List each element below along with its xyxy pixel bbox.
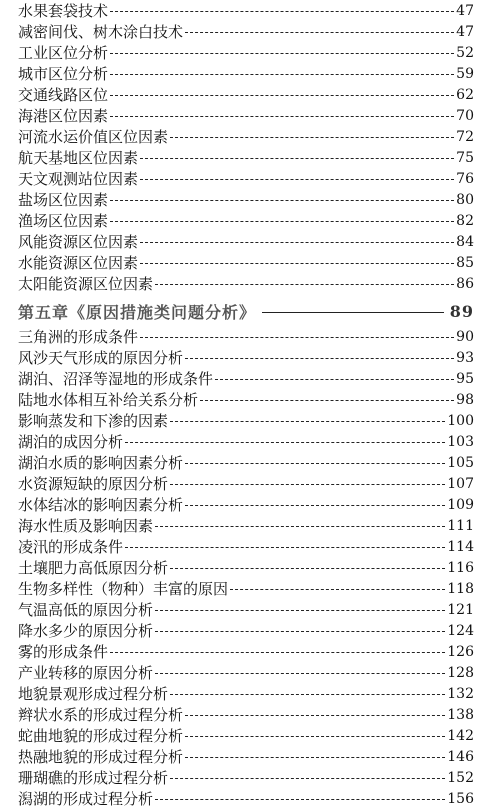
entry-title: 风能资源区位因素 bbox=[18, 233, 139, 251]
dot-leader bbox=[230, 589, 445, 590]
page-number: 109 bbox=[447, 496, 474, 513]
dot-leader bbox=[140, 158, 454, 159]
entry-title: 影响蒸发和下渗的因素 bbox=[18, 412, 169, 430]
dot-leader bbox=[200, 400, 454, 401]
toc-entry bbox=[18, 410, 474, 431]
page-number: 62 bbox=[456, 86, 474, 103]
dot-leader bbox=[185, 757, 445, 758]
toc-entry bbox=[18, 63, 474, 84]
toc-entry bbox=[18, 252, 474, 273]
page-number: 152 bbox=[447, 769, 474, 786]
entry-title: 河流水运价值区位因素 bbox=[18, 128, 169, 146]
dot-leader bbox=[185, 715, 445, 716]
page-number: 111 bbox=[447, 517, 474, 534]
page-number: 146 bbox=[447, 748, 474, 765]
dot-leader bbox=[110, 74, 454, 75]
entry-title: 珊瑚礁的形成过程分析 bbox=[18, 769, 169, 787]
entry-title: 海水性质及影响因素 bbox=[18, 517, 154, 535]
page-number: 121 bbox=[447, 601, 474, 618]
toc-entry bbox=[18, 599, 474, 620]
dot-leader bbox=[155, 610, 445, 611]
toc-entry bbox=[18, 210, 474, 231]
page-number: 138 bbox=[447, 706, 474, 723]
dot-leader bbox=[185, 463, 445, 464]
entry-title: 盐场区位因素 bbox=[18, 191, 109, 209]
page-number: 70 bbox=[456, 107, 474, 124]
toc-entry bbox=[18, 389, 474, 410]
entry-title: 三角洲的形成条件 bbox=[18, 328, 139, 346]
page-number: 105 bbox=[447, 454, 474, 471]
entry-title: 湖泊、沼泽等湿地的形成条件 bbox=[18, 370, 214, 388]
dot-leader bbox=[170, 778, 445, 779]
dot-leader bbox=[185, 32, 454, 33]
page-number: 47 bbox=[456, 2, 474, 19]
entry-title: 海港区位因素 bbox=[18, 107, 109, 125]
toc-entry bbox=[18, 494, 474, 515]
toc-entry bbox=[18, 536, 474, 557]
toc-entry bbox=[18, 578, 474, 599]
toc-entry bbox=[18, 347, 474, 368]
dot-leader bbox=[155, 284, 454, 285]
page-number: 124 bbox=[447, 622, 474, 639]
chapter-title: 第五章《原因措施类问题分析》 bbox=[18, 302, 257, 322]
dot-leader bbox=[185, 505, 445, 506]
page-number: 84 bbox=[456, 233, 474, 250]
entry-title: 陆地水体相互补给关系分析 bbox=[18, 391, 199, 409]
entry-title: 凌汛的形成条件 bbox=[18, 538, 124, 556]
toc-entry bbox=[18, 767, 474, 788]
entry-title: 辫状水系的形成过程分析 bbox=[18, 706, 184, 724]
toc-entry bbox=[18, 452, 474, 473]
dot-leader bbox=[140, 179, 454, 180]
entry-title: 潟湖的形成过程分析 bbox=[18, 790, 154, 808]
toc-entry bbox=[18, 368, 474, 389]
dot-leader bbox=[155, 673, 445, 674]
dot-leader bbox=[155, 526, 445, 527]
dot-leader bbox=[170, 568, 445, 569]
toc-entry bbox=[18, 231, 474, 252]
dot-leader bbox=[170, 421, 445, 422]
entry-title: 交通线路区位 bbox=[18, 86, 109, 104]
page-number: 107 bbox=[447, 475, 474, 492]
dot-leader bbox=[140, 242, 454, 243]
page-number: 75 bbox=[456, 149, 474, 166]
dot-leader bbox=[110, 11, 454, 12]
dot-leader bbox=[140, 263, 454, 264]
dot-leader bbox=[155, 799, 445, 800]
entry-title: 热融地貌的形成过程分析 bbox=[18, 748, 184, 766]
entry-title: 渔场区位因素 bbox=[18, 212, 109, 230]
entry-title: 水能资源区位因素 bbox=[18, 254, 139, 272]
dot-leader bbox=[110, 95, 454, 96]
toc-entry bbox=[18, 326, 474, 347]
page-number: 47 bbox=[456, 23, 474, 40]
entry-title: 工业区位分析 bbox=[18, 44, 109, 62]
page-number: 82 bbox=[456, 212, 474, 229]
page-number: 89 bbox=[449, 301, 474, 321]
page-number: 132 bbox=[447, 685, 474, 702]
dot-leader bbox=[170, 694, 445, 695]
dot-leader bbox=[155, 631, 445, 632]
page-number: 126 bbox=[447, 643, 474, 660]
dot-leader bbox=[170, 484, 445, 485]
page-number: 103 bbox=[447, 433, 474, 450]
toc-entry bbox=[18, 126, 474, 147]
table-of-contents bbox=[18, 0, 474, 809]
page-number: 80 bbox=[456, 191, 474, 208]
entry-title: 土壤肥力高低原因分析 bbox=[18, 559, 169, 577]
entry-title: 减密间伐、树木涂白技术 bbox=[18, 23, 184, 41]
page-number: 93 bbox=[456, 349, 474, 366]
toc-entry bbox=[18, 21, 474, 42]
page-number: 156 bbox=[447, 790, 474, 807]
dot-leader bbox=[262, 312, 444, 313]
toc-entry bbox=[18, 725, 474, 746]
entry-title: 城市区位分析 bbox=[18, 65, 109, 83]
page-number: 98 bbox=[456, 391, 474, 408]
page-number: 52 bbox=[456, 44, 474, 61]
dot-leader bbox=[215, 379, 454, 380]
page-number: 76 bbox=[456, 170, 474, 187]
dot-leader bbox=[110, 221, 454, 222]
toc-entry bbox=[18, 557, 474, 578]
page-number: 86 bbox=[456, 275, 474, 292]
dot-leader bbox=[170, 137, 454, 138]
toc-entry bbox=[18, 105, 474, 126]
page-number: 116 bbox=[447, 559, 474, 576]
dot-leader bbox=[110, 200, 454, 201]
toc-entry bbox=[18, 473, 474, 494]
entry-title: 地貌景观形成过程分析 bbox=[18, 685, 169, 703]
toc-entry bbox=[18, 431, 474, 452]
entry-title: 雾的形成条件 bbox=[18, 643, 109, 661]
entry-title: 水果套袋技术 bbox=[18, 2, 109, 20]
page-number: 118 bbox=[447, 580, 474, 597]
page-number: 100 bbox=[447, 412, 474, 429]
page-number: 95 bbox=[456, 370, 474, 387]
toc-entry bbox=[18, 42, 474, 63]
dot-leader bbox=[125, 547, 445, 548]
toc-entry bbox=[18, 641, 474, 662]
toc-entry bbox=[18, 189, 474, 210]
page-number: 85 bbox=[456, 254, 474, 271]
dot-leader bbox=[110, 652, 445, 653]
entry-title: 航天基地区位因素 bbox=[18, 149, 139, 167]
dot-leader bbox=[185, 358, 454, 359]
entry-title: 风沙天气形成的原因分析 bbox=[18, 349, 184, 367]
page-number: 142 bbox=[447, 727, 474, 744]
entry-title: 降水多少的原因分析 bbox=[18, 622, 154, 640]
entry-title: 水体结冰的影响因素分析 bbox=[18, 496, 184, 514]
toc-entry bbox=[18, 0, 474, 21]
page-number: 90 bbox=[456, 328, 474, 345]
entry-title: 生物多样性（物种）丰富的原因 bbox=[18, 580, 229, 598]
dot-leader bbox=[140, 337, 454, 338]
entry-title: 产业转移的原因分析 bbox=[18, 664, 154, 682]
page-number: 72 bbox=[456, 128, 474, 145]
dot-leader bbox=[110, 53, 454, 54]
entry-title: 湖泊水质的影响因素分析 bbox=[18, 454, 184, 472]
entry-title: 太阳能资源区位因素 bbox=[18, 275, 154, 293]
entry-title: 天文观测站位因素 bbox=[18, 170, 139, 188]
toc-entry bbox=[18, 683, 474, 704]
dot-leader bbox=[185, 736, 445, 737]
entry-title: 湖泊的成因分析 bbox=[18, 433, 124, 451]
toc-entry bbox=[18, 704, 474, 725]
entry-title: 气温高低的原因分析 bbox=[18, 601, 154, 619]
entry-title: 水资源短缺的原因分析 bbox=[18, 475, 169, 493]
dot-leader bbox=[125, 442, 445, 443]
toc-entry bbox=[18, 662, 474, 683]
page-number: 128 bbox=[447, 664, 474, 681]
toc-entry bbox=[18, 746, 474, 767]
toc-entry bbox=[18, 84, 474, 105]
page-number: 59 bbox=[456, 65, 474, 82]
toc-entry bbox=[18, 147, 474, 168]
page-number: 114 bbox=[447, 538, 474, 555]
toc-entry bbox=[18, 515, 474, 536]
toc-entry bbox=[18, 620, 474, 641]
toc-entry bbox=[18, 168, 474, 189]
dot-leader bbox=[110, 116, 454, 117]
toc-entry bbox=[18, 788, 474, 809]
entry-title: 蛇曲地貌的形成过程分析 bbox=[18, 727, 184, 745]
toc-entry bbox=[18, 273, 474, 294]
chapter-heading bbox=[18, 298, 474, 324]
